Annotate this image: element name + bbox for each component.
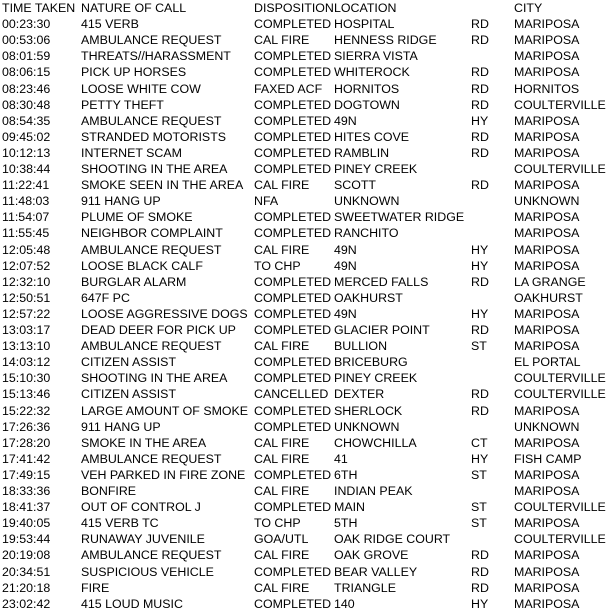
street-suffix: RD: [471, 580, 489, 595]
street-suffix: RD: [471, 17, 489, 32]
city: FISH CAMP: [514, 451, 582, 466]
nature-of-call: LOOSE AGGRESSIVE DOGS: [81, 306, 248, 321]
disposition: CAL FIRE: [254, 580, 310, 595]
nature-of-call: BURGLAR ALARM: [81, 274, 187, 289]
call-time: 08:23:46: [2, 81, 51, 96]
table-row: [0, 386, 614, 402]
location: OAK RIDGE COURT: [334, 532, 451, 547]
street-suffix: ST: [471, 500, 487, 515]
disposition: TO CHP: [254, 516, 301, 531]
disposition: COMPLETED: [254, 500, 332, 515]
street-suffix: HY: [471, 242, 489, 257]
street-suffix: RD: [471, 129, 489, 144]
location: WHITEROCK: [334, 65, 410, 80]
call-time: 15:10:30: [2, 371, 51, 386]
table-row: [0, 145, 614, 161]
disposition: COMPLETED: [254, 65, 332, 80]
location: RAMBLIN: [334, 145, 390, 160]
location: BULLION: [334, 339, 388, 354]
header-nature-of-call: NATURE OF CALL: [81, 1, 187, 15]
call-time: 09:45:02: [2, 129, 51, 144]
call-time: 18:33:36: [2, 484, 51, 498]
city: MARIPOSA: [514, 145, 580, 160]
table-row: [0, 97, 614, 113]
header-disposition: DISPOSITION: [254, 1, 334, 15]
call-time: 10:12:13: [2, 145, 51, 160]
nature-of-call: PLUME OF SMOKE: [81, 210, 193, 225]
table-row: [0, 564, 614, 580]
disposition: COMPLETED: [254, 564, 332, 579]
location: 41: [334, 451, 348, 466]
nature-of-call: DEAD DEER FOR PICK UP: [81, 323, 236, 337]
disposition: COMPLETED: [254, 306, 332, 321]
street-suffix: HY: [471, 113, 489, 128]
city: COULTERVILLE: [514, 371, 606, 386]
call-time: 17:41:42: [2, 451, 51, 466]
table-row: [0, 531, 614, 547]
disposition: COMPLETED: [254, 17, 332, 32]
table-row: [0, 16, 614, 32]
call-time: 20:34:51: [2, 564, 51, 579]
city: MARIPOSA: [514, 339, 580, 354]
location: 5TH: [334, 516, 358, 531]
location: BEAR VALLEY: [334, 564, 418, 579]
location: DOGTOWN: [334, 97, 400, 112]
city: OAKHURST: [514, 290, 583, 305]
nature-of-call: AMBULANCE REQUEST: [81, 548, 222, 563]
table-row: [0, 435, 614, 451]
call-time: 10:38:44: [2, 162, 51, 176]
city: MARIPOSA: [514, 129, 580, 144]
table-row: [0, 177, 614, 193]
street-suffix: ST: [471, 339, 487, 354]
city: MARIPOSA: [514, 516, 580, 531]
table-row: [0, 322, 614, 338]
call-time: 13:13:10: [2, 339, 51, 354]
nature-of-call: PICK UP HORSES: [81, 65, 187, 80]
location: HORNITOS: [334, 81, 400, 96]
location: UNKNOWN: [334, 419, 400, 434]
call-time: 12:57:22: [2, 306, 51, 321]
nature-of-call: INTERNET SCAM: [81, 145, 182, 160]
table-row: [0, 81, 614, 97]
street-suffix: RD: [471, 81, 489, 96]
city: MARIPOSA: [514, 596, 580, 611]
call-time: 17:28:20: [2, 435, 51, 450]
nature-of-call: LARGE AMOUNT OF SMOKE: [81, 403, 249, 418]
city: UNKNOWN: [514, 419, 580, 434]
city: COULTERVILLE: [514, 500, 606, 515]
disposition: CAL FIRE: [254, 33, 310, 48]
location: SIERRA VISTA: [334, 49, 418, 64]
street-suffix: CT: [471, 435, 488, 450]
disposition: TO CHP: [254, 258, 301, 273]
header-time-taken: TIME TAKEN: [2, 1, 76, 15]
table-row: [0, 354, 614, 370]
disposition: CAL FIRE: [254, 242, 310, 257]
table-row: [0, 113, 614, 129]
call-time: 15:13:46: [2, 387, 51, 402]
disposition: CANCELLED: [254, 387, 329, 402]
call-time: 08:30:48: [2, 97, 51, 112]
street-suffix: RD: [471, 178, 489, 193]
table-row: [0, 209, 614, 225]
street-suffix: RD: [471, 65, 489, 80]
nature-of-call: LOOSE WHITE COW: [81, 81, 201, 96]
location: DEXTER: [334, 387, 385, 402]
call-time: 23:02:42: [2, 596, 51, 611]
location: CHOWCHILLA: [334, 435, 417, 450]
street-suffix: HY: [471, 258, 489, 273]
disposition: COMPLETED: [254, 323, 332, 337]
location: 49N: [334, 306, 357, 321]
nature-of-call: 911 HANG UP: [81, 419, 161, 434]
disposition: GOA/UTL: [254, 532, 309, 547]
call-time: 19:40:05: [2, 516, 51, 531]
nature-of-call: SHOOTING IN THE AREA: [81, 371, 228, 386]
disposition: CAL FIRE: [254, 484, 310, 498]
location: 49N: [334, 113, 357, 128]
disposition: COMPLETED: [254, 403, 332, 418]
nature-of-call: STRANDED MOTORISTS: [81, 129, 227, 144]
header-location: LOCATION: [334, 1, 397, 15]
city: HORNITOS: [514, 81, 580, 96]
table-row: [0, 596, 614, 612]
location: TRIANGLE: [334, 580, 396, 595]
city: LA GRANGE: [514, 274, 586, 289]
call-time: 08:54:35: [2, 113, 51, 128]
street-suffix: RD: [471, 403, 489, 418]
table-row: [0, 225, 614, 241]
city: MARIPOSA: [514, 258, 580, 273]
call-time: 12:32:10: [2, 274, 51, 289]
nature-of-call: PETTY THEFT: [81, 97, 164, 112]
city: COULTERVILLE: [514, 97, 606, 112]
street-suffix: RD: [471, 564, 489, 579]
table-row: [0, 48, 614, 64]
table-row: [0, 403, 614, 419]
call-time: 00:53:06: [2, 33, 51, 48]
call-time: 20:19:08: [2, 548, 51, 563]
city: COULTERVILLE: [514, 162, 606, 176]
table-row: [0, 242, 614, 258]
table-row: [0, 499, 614, 515]
nature-of-call: AMBULANCE REQUEST: [81, 451, 222, 466]
nature-of-call: 415 VERB TC: [81, 516, 159, 531]
location: RANCHITO: [334, 226, 399, 241]
table-row: [0, 32, 614, 48]
table-row: [0, 451, 614, 467]
city: MARIPOSA: [514, 178, 580, 193]
street-suffix: RD: [471, 548, 489, 563]
nature-of-call: 415 VERB: [81, 17, 139, 32]
table-row: [0, 129, 614, 145]
disposition: NFA: [254, 194, 279, 209]
disposition: COMPLETED: [254, 49, 332, 64]
city: MARIPOSA: [514, 226, 580, 241]
table-row: [0, 580, 614, 596]
table-row: [0, 258, 614, 274]
location: SWEETWATER RIDGE: [334, 210, 465, 225]
street-suffix: RD: [471, 145, 489, 160]
call-time: 15:22:32: [2, 403, 51, 418]
location: 49N: [334, 242, 357, 257]
disposition: COMPLETED: [254, 274, 332, 289]
nature-of-call: CITIZEN ASSIST: [81, 355, 177, 370]
location: OAKHURST: [334, 290, 403, 305]
city: MARIPOSA: [514, 548, 580, 563]
nature-of-call: SMOKE IN THE AREA: [81, 435, 207, 450]
call-time: 08:01:59: [2, 49, 51, 64]
location: HITES COVE: [334, 129, 410, 144]
nature-of-call: BONFIRE: [81, 484, 137, 498]
nature-of-call: SHOOTING IN THE AREA: [81, 162, 228, 176]
location: PINEY CREEK: [334, 162, 418, 176]
nature-of-call: 415 LOUD MUSIC: [81, 596, 183, 611]
disposition: COMPLETED: [254, 419, 332, 434]
location: PINEY CREEK: [334, 371, 418, 386]
disposition: COMPLETED: [254, 371, 332, 386]
call-time: 11:22:41: [2, 178, 50, 193]
nature-of-call: 647F PC: [81, 290, 130, 305]
disposition: COMPLETED: [254, 226, 332, 241]
disposition: COMPLETED: [254, 162, 332, 176]
city: MARIPOSA: [514, 306, 580, 321]
location: HOSPITAL: [334, 17, 395, 32]
city: MARIPOSA: [514, 113, 580, 128]
location: 49N: [334, 258, 357, 273]
street-suffix: RD: [471, 323, 489, 337]
disposition: COMPLETED: [254, 355, 332, 370]
disposition: CAL FIRE: [254, 548, 310, 563]
nature-of-call: THREATS//HARASSMENT: [81, 49, 231, 64]
location: SCOTT: [334, 178, 376, 193]
table-row: [0, 290, 614, 306]
nature-of-call: AMBULANCE REQUEST: [81, 339, 222, 354]
street-suffix: RD: [471, 274, 489, 289]
header-row: [0, 0, 614, 16]
table-row: [0, 338, 614, 354]
nature-of-call: SMOKE SEEN IN THE AREA: [81, 178, 244, 193]
nature-of-call: RUNAWAY JUVENILE: [81, 532, 205, 547]
table-row: [0, 193, 614, 209]
call-time: 17:49:15: [2, 467, 51, 482]
table-row: [0, 370, 614, 386]
disposition: COMPLETED: [254, 467, 332, 482]
disposition: CAL FIRE: [254, 178, 310, 193]
street-suffix: ST: [471, 467, 487, 482]
location: UNKNOWN: [334, 194, 400, 209]
table-row: [0, 161, 614, 177]
city: MARIPOSA: [514, 403, 580, 418]
table-row: [0, 547, 614, 563]
disposition: COMPLETED: [254, 97, 332, 112]
city: MARIPOSA: [514, 323, 580, 337]
nature-of-call: 911 HANG UP: [81, 194, 161, 209]
location: GLACIER POINT: [334, 323, 430, 337]
city: MARIPOSA: [514, 484, 580, 498]
table-row: [0, 483, 614, 499]
call-time: 00:23:30: [2, 17, 51, 32]
disposition: CAL FIRE: [254, 451, 310, 466]
disposition: COMPLETED: [254, 113, 332, 128]
location: SHERLOCK: [334, 403, 403, 418]
location: INDIAN PEAK: [334, 484, 413, 498]
table-row: [0, 419, 614, 435]
header-city: CITY: [514, 1, 543, 15]
nature-of-call: AMBULANCE REQUEST: [81, 113, 222, 128]
city: MARIPOSA: [514, 580, 580, 595]
nature-of-call: OUT OF CONTROL J: [81, 500, 201, 515]
disposition: CAL FIRE: [254, 339, 310, 354]
location: 6TH: [334, 467, 358, 482]
city: EL PORTAL: [514, 355, 581, 370]
city: COULTERVILLE: [514, 532, 606, 547]
table-row: [0, 306, 614, 322]
street-suffix: RD: [471, 33, 489, 48]
street-suffix: RD: [471, 97, 489, 112]
location: MERCED FALLS: [334, 274, 429, 289]
location: 140: [334, 596, 355, 611]
nature-of-call: AMBULANCE REQUEST: [81, 242, 222, 257]
city: UNKNOWN: [514, 194, 580, 209]
city: MARIPOSA: [514, 435, 580, 450]
disposition: COMPLETED: [254, 145, 332, 160]
call-time: 21:20:18: [2, 580, 51, 595]
table-row: [0, 64, 614, 80]
city: MARIPOSA: [514, 33, 580, 48]
call-time: 14:03:12: [2, 355, 51, 370]
city: MARIPOSA: [514, 49, 580, 64]
disposition: FAXED ACF: [254, 81, 323, 96]
call-time: 12:07:52: [2, 258, 51, 273]
street-suffix: HY: [471, 306, 489, 321]
table-row: [0, 467, 614, 483]
nature-of-call: FIRE: [81, 580, 110, 595]
disposition: COMPLETED: [254, 129, 332, 144]
city: MARIPOSA: [514, 242, 580, 257]
street-suffix: ST: [471, 516, 487, 531]
call-time: 11:54:07: [2, 210, 50, 225]
location: HENNESS RIDGE: [334, 33, 437, 48]
call-time: 12:50:51: [2, 290, 51, 305]
street-suffix: RD: [471, 387, 489, 402]
disposition: CAL FIRE: [254, 435, 310, 450]
location: BRICEBURG: [334, 355, 408, 370]
disposition: COMPLETED: [254, 290, 332, 305]
nature-of-call: NEIGHBOR COMPLAINT: [81, 226, 223, 241]
city: MARIPOSA: [514, 65, 580, 80]
nature-of-call: SUSPICIOUS VEHICLE: [81, 564, 214, 579]
city: MARIPOSA: [514, 17, 580, 32]
call-time: 11:55:45: [2, 226, 50, 241]
city: MARIPOSA: [514, 210, 580, 225]
city: MARIPOSA: [514, 564, 580, 579]
table-row: [0, 515, 614, 531]
street-suffix: HY: [471, 596, 489, 611]
street-suffix: HY: [471, 451, 489, 466]
call-time: 17:26:36: [2, 419, 51, 434]
call-time: 13:03:17: [2, 323, 51, 337]
call-time: 19:53:44: [2, 532, 51, 547]
city: MARIPOSA: [514, 467, 580, 482]
location: MAIN: [334, 500, 365, 515]
call-time: 12:05:48: [2, 242, 51, 257]
nature-of-call: AMBULANCE REQUEST: [81, 33, 222, 48]
nature-of-call: LOOSE BLACK CALF: [81, 258, 203, 273]
nature-of-call: VEH PARKED IN FIRE ZONE: [81, 467, 246, 482]
call-time: 18:41:37: [2, 500, 51, 515]
disposition: COMPLETED: [254, 596, 332, 611]
call-time: 08:06:15: [2, 65, 51, 80]
disposition: COMPLETED: [254, 210, 332, 225]
table-row: [0, 274, 614, 290]
city: COULTERVILLE: [514, 387, 606, 402]
location: OAK GROVE: [334, 548, 409, 563]
call-time: 11:48:03: [2, 194, 50, 209]
nature-of-call: CITIZEN ASSIST: [81, 387, 177, 402]
